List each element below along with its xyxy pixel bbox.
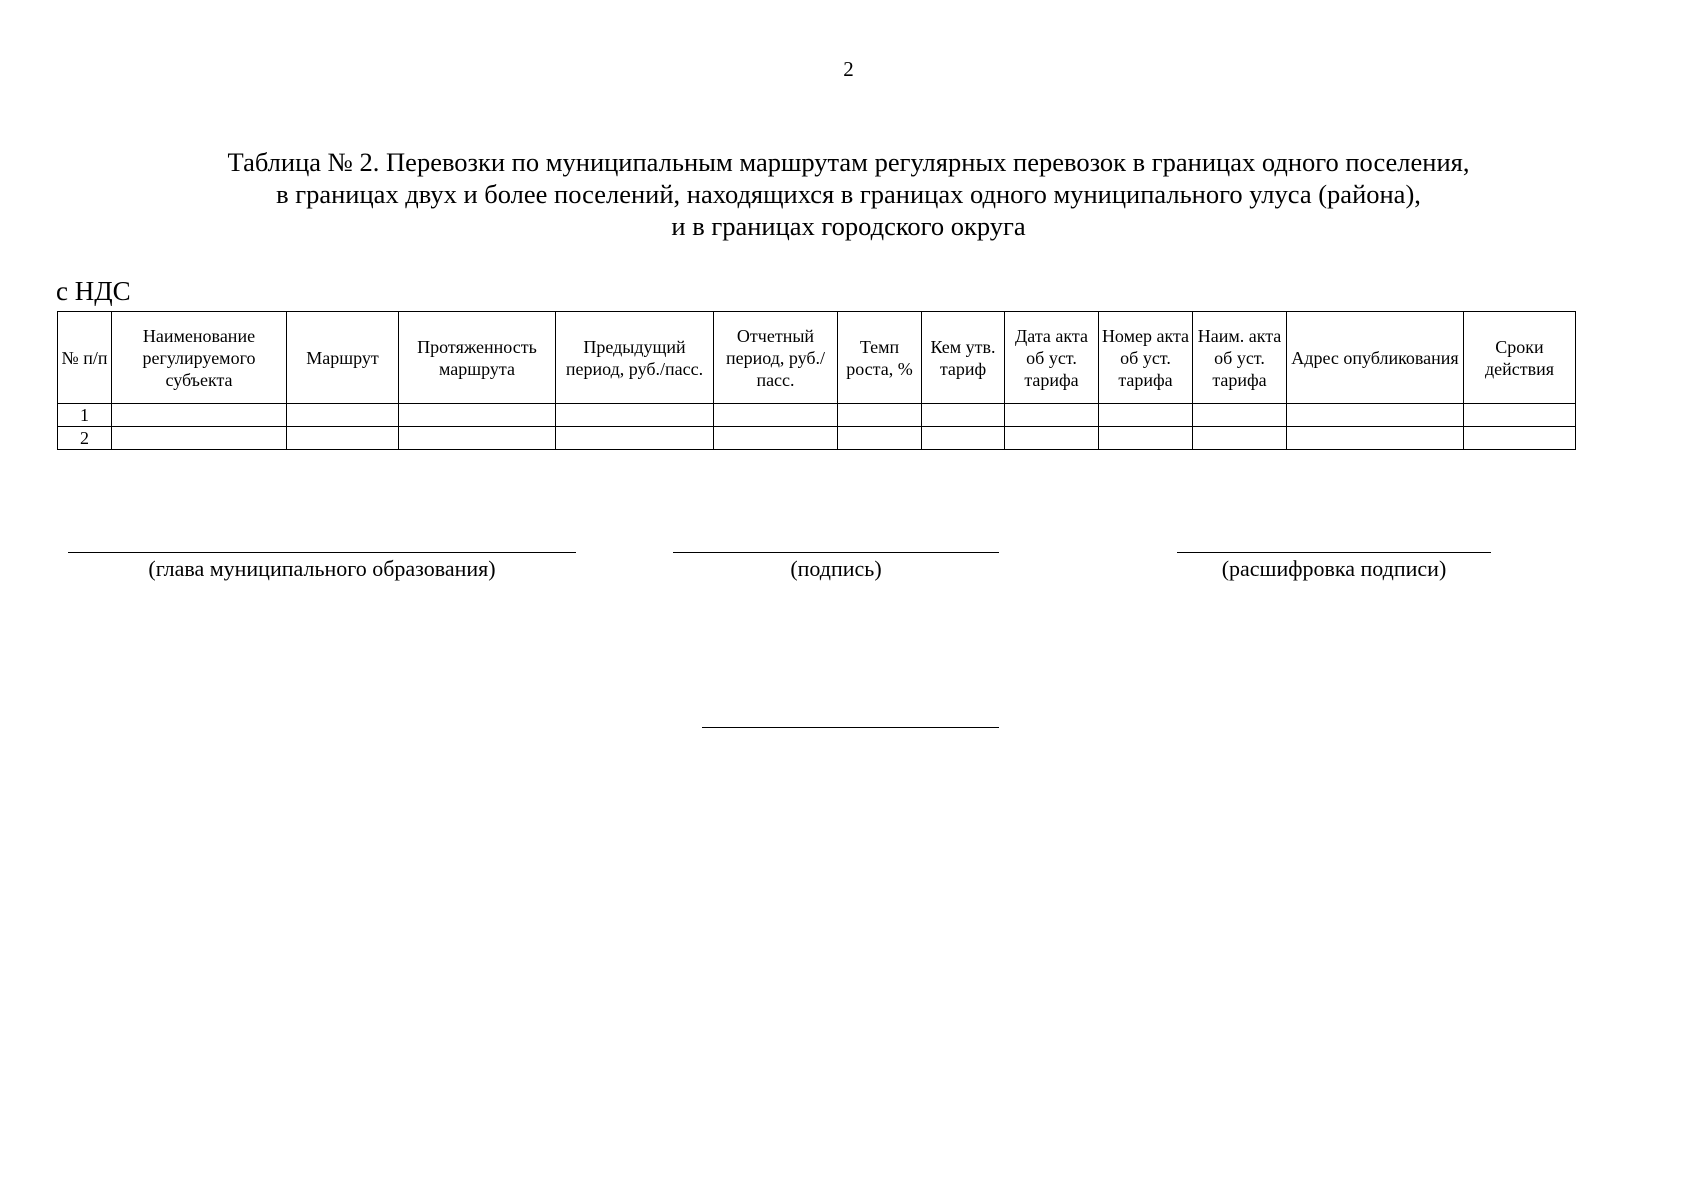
table-cell — [922, 427, 1005, 450]
signature-caption: (подпись) — [790, 556, 882, 581]
table-cell — [714, 404, 838, 427]
header-approved-by: Кем утв. тариф — [922, 312, 1005, 404]
table-cell — [1464, 404, 1576, 427]
table-cell — [556, 427, 714, 450]
header-route: Маршрут — [287, 312, 399, 404]
table-row — [58, 404, 1576, 427]
vat-label: с НДС — [56, 276, 131, 306]
document-title — [0, 146, 1697, 242]
decoding-signature-line — [1177, 552, 1491, 553]
tariff-table — [57, 311, 1576, 450]
table-cell — [922, 404, 1005, 427]
table-cell — [838, 404, 922, 427]
head-caption: (глава муниципального образования) — [148, 556, 496, 581]
table-cell — [714, 427, 838, 450]
header-reporting-period: Отчетный период, руб./пасс. — [714, 312, 838, 404]
table-cell — [1287, 404, 1464, 427]
header-growth-rate: Темп роста, % — [838, 312, 922, 404]
table-cell — [1193, 427, 1287, 450]
header-act-name: Наим. акта об уст. тарифа — [1193, 312, 1287, 404]
header-route-length: Протяженность маршрута — [399, 312, 556, 404]
header-number: № п/п — [58, 312, 112, 404]
header-entity-name: Наименование регулируемого субъекта — [112, 312, 287, 404]
title-line-2: в границах двух и более поселений, находящихся в границах одного муниципального улуса (района), — [276, 179, 1421, 209]
title-line-1: Таблица № 2. Перевозки по муниципальным маршрутам регулярных перевозок в границах одного поселения, — [227, 147, 1470, 177]
table-cell — [1287, 427, 1464, 450]
header-act-number: Номер акта об уст. тарифа — [1099, 312, 1193, 404]
decoding-caption: (расшифровка подписи) — [1221, 556, 1447, 581]
table-cell — [287, 404, 399, 427]
table-cell — [399, 404, 556, 427]
table-cell — [399, 427, 556, 450]
table-cell — [1464, 427, 1576, 450]
table-cell — [1005, 427, 1099, 450]
row-number: 1 — [58, 404, 112, 427]
title-line-3: и в границах городского округа — [671, 211, 1026, 241]
signature-line — [673, 552, 999, 553]
table-cell — [1099, 427, 1193, 450]
table-cell — [112, 404, 287, 427]
header-previous-period: Предыдущий период, руб./пасс. — [556, 312, 714, 404]
table-cell — [556, 404, 714, 427]
table-cell — [287, 427, 399, 450]
table-cell — [1099, 404, 1193, 427]
head-signature-line — [68, 552, 576, 553]
bottom-line — [702, 727, 999, 728]
header-act-date: Дата акта об уст. тарифа — [1005, 312, 1099, 404]
table-cell — [1005, 404, 1099, 427]
row-number: 2 — [58, 427, 112, 450]
page-number: 2 — [843, 57, 854, 81]
table-cell — [838, 427, 922, 450]
table-row — [58, 427, 1576, 450]
table-cell — [1193, 404, 1287, 427]
table-header-row — [58, 312, 1576, 404]
header-validity-period: Сроки действия — [1464, 312, 1576, 404]
table-cell — [112, 427, 287, 450]
header-publication-address: Адрес опубликования — [1287, 312, 1464, 404]
